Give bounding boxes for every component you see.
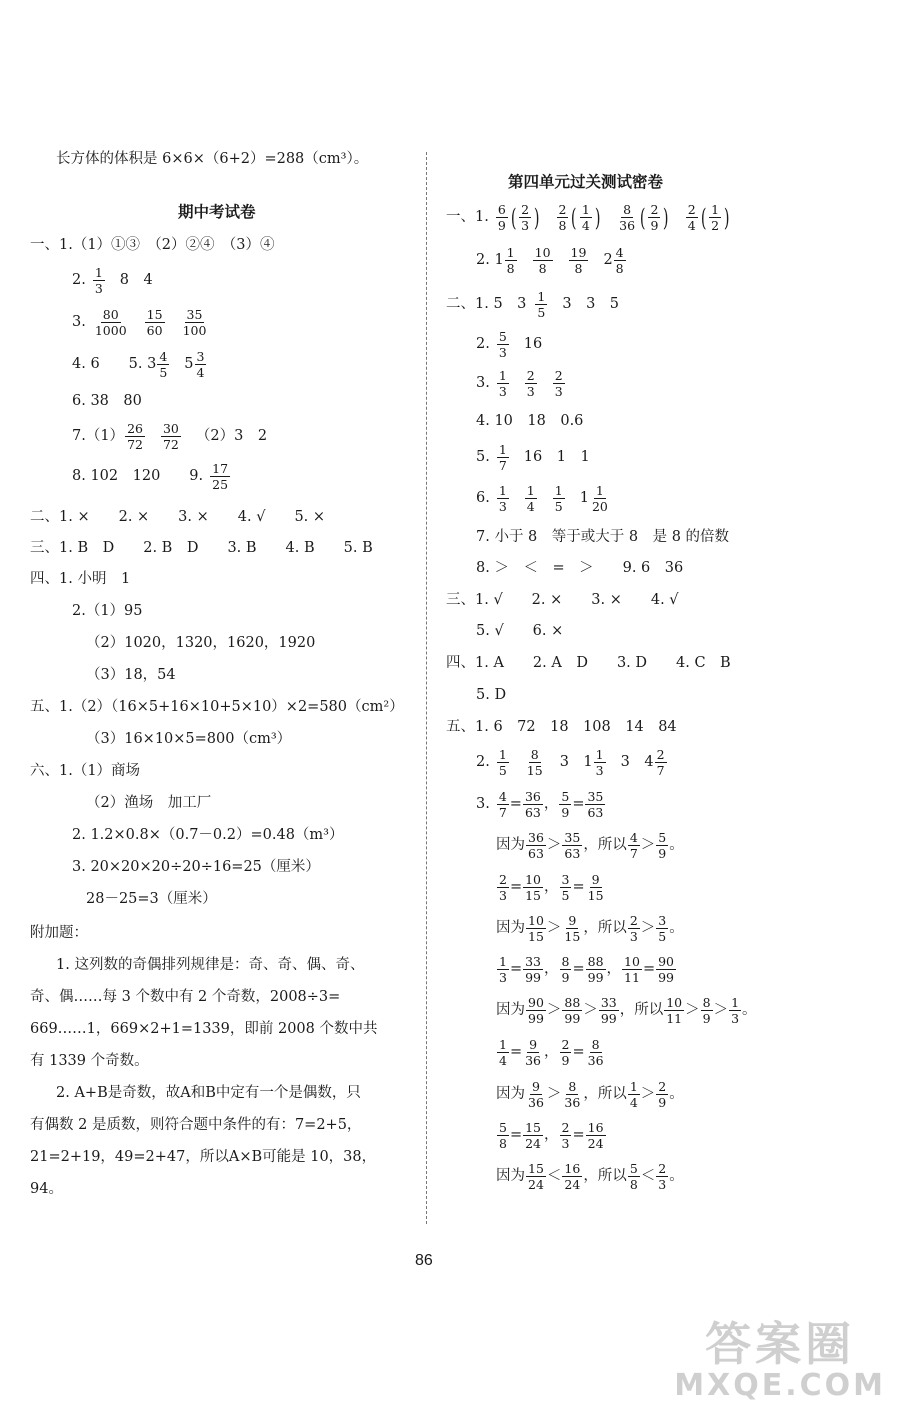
watermark-logo: 答案圈 MXQE.COM: [674, 1317, 886, 1403]
fraction: $\frac{88}{99}$: [587, 954, 604, 986]
answer-line: 6. $\frac{1}{3}$ $\frac{1}{4}$ $\frac{1}{5}$ 1 $\frac{1}{20}$: [476, 483, 608, 515]
fraction: $\frac{88}{99}$: [564, 995, 581, 1027]
answer-line: 因为 $\frac{90}{99}$ ＞ $\frac{88}{99}$ ＞ $\frac{33}{99}$ ，所以 $\frac{10}{11}$ ＞ $\frac{8}{9}$ ＞ $\frac{1}{3}$ 。: [496, 995, 757, 1027]
extra-text: 2. A+B是奇数，故A和B中定有一个是偶数，只: [56, 1085, 361, 1101]
fraction: $\frac{8}{36}$: [587, 1037, 604, 1069]
fraction: $\frac{8}{9}$: [702, 995, 711, 1027]
fraction: $\frac{8}{9}$: [561, 954, 570, 986]
fraction: $\frac{8}{15}$: [526, 747, 543, 779]
fraction: $\frac{1}{3}$: [498, 368, 507, 400]
fraction: $\frac{8}{36}$: [564, 1079, 581, 1111]
answer-line: 2. $\frac{1}{3}$ 8 4: [72, 265, 153, 297]
fraction: $\frac{1}{4}$: [629, 1079, 638, 1111]
fraction: $\frac{33}{99}$: [600, 995, 617, 1027]
fraction: $\frac{36}{63}$: [524, 789, 541, 821]
fraction: $\frac{2}{3}$: [658, 1161, 667, 1193]
fraction: $\frac{1}{20}$: [591, 483, 608, 515]
answer-line: $\frac{2}{3}$ = $\frac{10}{15}$ ， $\frac{3}{5}$ = $\frac{9}{15}$: [499, 872, 604, 904]
answer-line: 2. $\frac{5}{3}$ 16: [476, 329, 543, 361]
answer-line: 五、1. 6 72 18 108 14 84: [446, 719, 677, 735]
fraction: $\frac{5}{9}$: [658, 830, 667, 862]
fraction: $\frac{1}{4}$: [581, 202, 590, 234]
fraction: $\frac{19}{8}$: [570, 245, 587, 277]
answer-line: 2.（1）95: [72, 603, 143, 619]
fraction: $\frac{2}{4}$: [687, 202, 696, 234]
fraction: $\frac{2}{3}$: [499, 872, 507, 904]
fraction: $\frac{2}{3}$: [561, 1120, 570, 1152]
fraction: $\frac{1}{3}$: [499, 954, 507, 986]
answer-line: 四、1. A 2. A D 3. D 4. C B: [446, 655, 731, 671]
answer-line: $\frac{5}{8}$ = $\frac{15}{24}$ ， $\frac{2}{3}$ = $\frac{16}{24}$: [499, 1120, 604, 1152]
fraction: $\frac{26}{72}$: [127, 421, 143, 453]
answer-line: 三、1. B D 2. B D 3. B 4. B 5. B: [30, 540, 373, 556]
fraction: $\frac{5}{9}$: [561, 789, 570, 821]
answer-line: 3. $\frac{4}{7}$ = $\frac{36}{63}$ ， $\frac{5}{9}$ = $\frac{35}{63}$: [476, 789, 604, 821]
answer-line: 3. $\frac{1}{3}$ $\frac{2}{3}$ $\frac{2}{3}$: [476, 368, 563, 400]
section-title-midterm: 期中考试卷: [178, 203, 256, 221]
fraction: $\frac{2}{9}$: [561, 1037, 570, 1069]
page-number: 86: [415, 1252, 433, 1269]
answer-line: 五、1.（2）（16×5+16×10+5×10）×2=580（cm²）: [30, 699, 404, 715]
answer-line: 4. 6 5. 3 $\frac{4}{5}$ 5 $\frac{3}{4}$: [72, 349, 205, 381]
fraction: $\frac{3}{5}$: [658, 913, 667, 945]
fraction: $\frac{1}{8}$: [506, 245, 515, 277]
fraction: $\frac{1}{7}$: [498, 442, 507, 474]
answer-line: 六、1.（1）商场: [30, 763, 141, 779]
fraction: $\frac{4}{5}$: [159, 349, 168, 381]
extra-text: 669……1，669×2+1=1339，即前 2008 个数中共: [30, 1021, 378, 1037]
fraction: $\frac{17}{25}$: [212, 461, 229, 493]
column-divider: [426, 152, 427, 1224]
fraction: $\frac{2}{3}$: [526, 368, 535, 400]
answer-line: 因为 $\frac{9}{36}$ ＞ $\frac{8}{36}$ ，所以 $\frac{1}{4}$ ＞ $\frac{2}{9}$ 。: [496, 1079, 684, 1111]
extra-text: 1. 这列数的奇偶排列规律是：奇、奇、偶、奇、: [56, 957, 365, 973]
fraction: $\frac{2}{9}$: [650, 202, 659, 234]
answer-line: 3. 20×20×20÷20÷16=25（厘米）: [72, 859, 320, 875]
answer-line: $\frac{1}{3}$ = $\frac{33}{99}$ ， $\frac{8}{9}$ = $\frac{88}{99}$ ， $\frac{10}{11}$ = $\frac{90}{99}$: [499, 954, 674, 986]
answer-line: 4. 10 18 0.6: [476, 413, 584, 429]
fraction: $\frac{9}{36}$: [525, 1037, 542, 1069]
extra-text: 有 1339 个奇数。: [30, 1053, 149, 1069]
fraction: $\frac{1}{3}$: [595, 747, 604, 779]
fraction: $\frac{5}{8}$: [629, 1161, 638, 1193]
fraction: $\frac{5}{3}$: [498, 329, 507, 361]
extra-text: 奇、偶……每 3 个数中有 2 个奇数，2008÷3=: [30, 989, 341, 1005]
fraction: $\frac{1}{5}$: [498, 747, 507, 779]
answer-line: 6. 38 80: [72, 393, 142, 409]
fraction: $\frac{15}{60}$: [146, 307, 163, 339]
fraction: $\frac{2}{3}$: [521, 202, 530, 234]
fraction: $\frac{35}{63}$: [587, 789, 604, 821]
fraction: $\frac{4}{7}$: [629, 830, 638, 862]
fraction: $\frac{15}{24}$: [525, 1120, 542, 1152]
fraction: $\frac{35}{100}$: [182, 307, 207, 339]
answer-line: 8. ＞ ＜ = ＞ 9. 6 36: [476, 560, 684, 576]
fraction: $\frac{2}{3}$: [629, 913, 638, 945]
answer-line: 5. √ 6. ×: [476, 623, 564, 639]
fraction: $\frac{90}{99}$: [528, 995, 544, 1027]
fraction: $\frac{10}{8}$: [534, 245, 551, 277]
fraction: $\frac{15}{24}$: [528, 1161, 544, 1193]
fraction: $\frac{33}{99}$: [525, 954, 542, 986]
answer-line: $\frac{1}{4}$ = $\frac{9}{36}$ ， $\frac{2}{9}$ = $\frac{8}{36}$: [499, 1037, 604, 1069]
fraction: $\frac{4}{7}$: [498, 789, 507, 821]
extra-text: 21=2+19，49=2+47，所以A×B可能是 10，38，: [30, 1149, 377, 1165]
fraction: $\frac{1}{4}$: [526, 483, 535, 515]
fraction: $\frac{2}{7}$: [656, 747, 665, 779]
fraction: $\frac{10}{11}$: [666, 995, 683, 1027]
answer-line: 2. 1.2×0.8×（0.7－0.2）=0.48（m³）: [72, 827, 344, 843]
fraction: $\frac{1}{3}$: [498, 483, 507, 515]
answer-line: 2. $\frac{1}{5}$ $\frac{8}{15}$ 3 1 $\frac{1}{3}$ 3 4 $\frac{2}{7}$: [476, 747, 665, 779]
fraction: $\frac{10}{15}$: [528, 913, 544, 945]
fraction: $\frac{8}{36}$: [619, 202, 636, 234]
extra-title: 附加题：: [30, 925, 88, 941]
answer-line: 因为 $\frac{36}{63}$ ＞ $\frac{35}{63}$ ，所以 $\frac{4}{7}$ ＞ $\frac{5}{9}$ 。: [496, 830, 684, 862]
fraction: $\frac{4}{8}$: [615, 245, 624, 277]
fraction: $\frac{6}{9}$: [497, 202, 506, 234]
answer-line: 3. $\frac{80}{1000}$ $\frac{15}{60}$ $\frac{35}{100}$: [72, 307, 207, 339]
answer-line: 四、1. 小明 1: [30, 571, 131, 587]
answer-line: （3）16×10×5=800（cm³）: [86, 731, 292, 747]
answer-line: 5. D: [476, 687, 507, 703]
fraction: $\frac{1}{5}$: [554, 483, 563, 515]
fraction: $\frac{10}{15}$: [525, 872, 542, 904]
fraction: $\frac{3}{5}$: [561, 872, 570, 904]
fraction: $\frac{80}{1000}$: [94, 307, 127, 339]
fraction: $\frac{9}{15}$: [564, 913, 581, 945]
fraction: $\frac{3}{4}$: [196, 349, 205, 381]
extra-text: 有偶数 2 是质数，则符合题中条件的有：7=2+5，: [30, 1117, 362, 1133]
fraction: $\frac{2}{8}$: [558, 202, 567, 234]
section-title-unit4: 第四单元过关测试密卷: [508, 173, 664, 191]
fraction: $\frac{9}{15}$: [587, 872, 604, 904]
intro-line: 长方体的体积是 6×6×（6+2）=288（cm³）。: [56, 151, 369, 167]
fraction: $\frac{5}{8}$: [499, 1120, 507, 1152]
answer-line: 二、1. 5 3 $\frac{1}{5}$ 3 3 5: [446, 289, 620, 321]
fraction: $\frac{1}{5}$: [537, 289, 546, 321]
answer-line: 三、1. √ 2. × 3. × 4. √: [446, 592, 679, 608]
answer-line: 一、1. $\frac{6}{9}$ ( $\frac{2}{3}$ ) $\frac{2}{8}$ ( $\frac{1}{4}$ ) $\frac{8}{36}$ ( $\frac{2}{9}$ ) $\frac{2}{4}$ ( $\frac{1}{2}$ ): [446, 202, 730, 234]
fraction: $\frac{1}{2}$: [711, 202, 720, 234]
fraction: $\frac{36}{63}$: [528, 830, 544, 862]
answer-line: 一、1.（1）①③ （2）②④ （3）④: [30, 237, 275, 253]
fraction: $\frac{10}{11}$: [624, 954, 640, 986]
answer-line: 2. 1 $\frac{1}{8}$ $\frac{10}{8}$ $\frac{19}{8}$ 2 $\frac{4}{8}$: [476, 245, 624, 277]
fraction: $\frac{1}{3}$: [94, 265, 103, 297]
fraction: $\frac{9}{36}$: [528, 1079, 544, 1111]
fraction: $\frac{90}{99}$: [658, 954, 674, 986]
answer-line: 因为 $\frac{15}{24}$ ＜ $\frac{16}{24}$ ，所以 $\frac{5}{8}$ ＜ $\frac{2}{3}$ 。: [496, 1161, 684, 1193]
fraction: $\frac{2}{9}$: [658, 1079, 667, 1111]
fraction: $\frac{30}{72}$: [162, 421, 179, 453]
fraction: $\frac{35}{63}$: [564, 830, 581, 862]
answer-line: 7. 小于 8 等于或大于 8 是 8 的倍数: [476, 529, 730, 545]
answer-line: （2）1020，1320，1620，1920: [86, 635, 316, 651]
answer-line: 28－25=3（厘米）: [86, 891, 217, 907]
fraction: $\frac{1}{4}$: [499, 1037, 507, 1069]
fraction: $\frac{16}{24}$: [587, 1120, 604, 1152]
extra-text: 94。: [30, 1181, 63, 1197]
fraction: $\frac{2}{3}$: [554, 368, 563, 400]
answer-line: （2）渔场 加工厂: [86, 795, 212, 811]
answer-line: 7.（1） $\frac{26}{72}$ $\frac{30}{72}$ （2）3 2: [72, 421, 268, 453]
answer-line: 5. $\frac{1}{7}$ 16 1 1: [476, 442, 590, 474]
answer-line: 8. 102 120 9. $\frac{17}{25}$: [72, 461, 229, 493]
answer-line: （3）18，54: [86, 667, 176, 683]
answer-line: 二、1. × 2. × 3. × 4. √ 5. ×: [30, 509, 326, 525]
fraction: $\frac{1}{3}$: [731, 995, 740, 1027]
answer-line: 因为 $\frac{10}{15}$ ＞ $\frac{9}{15}$ ，所以 $\frac{2}{3}$ ＞ $\frac{3}{5}$ 。: [496, 913, 684, 945]
fraction: $\frac{16}{24}$: [564, 1161, 581, 1193]
